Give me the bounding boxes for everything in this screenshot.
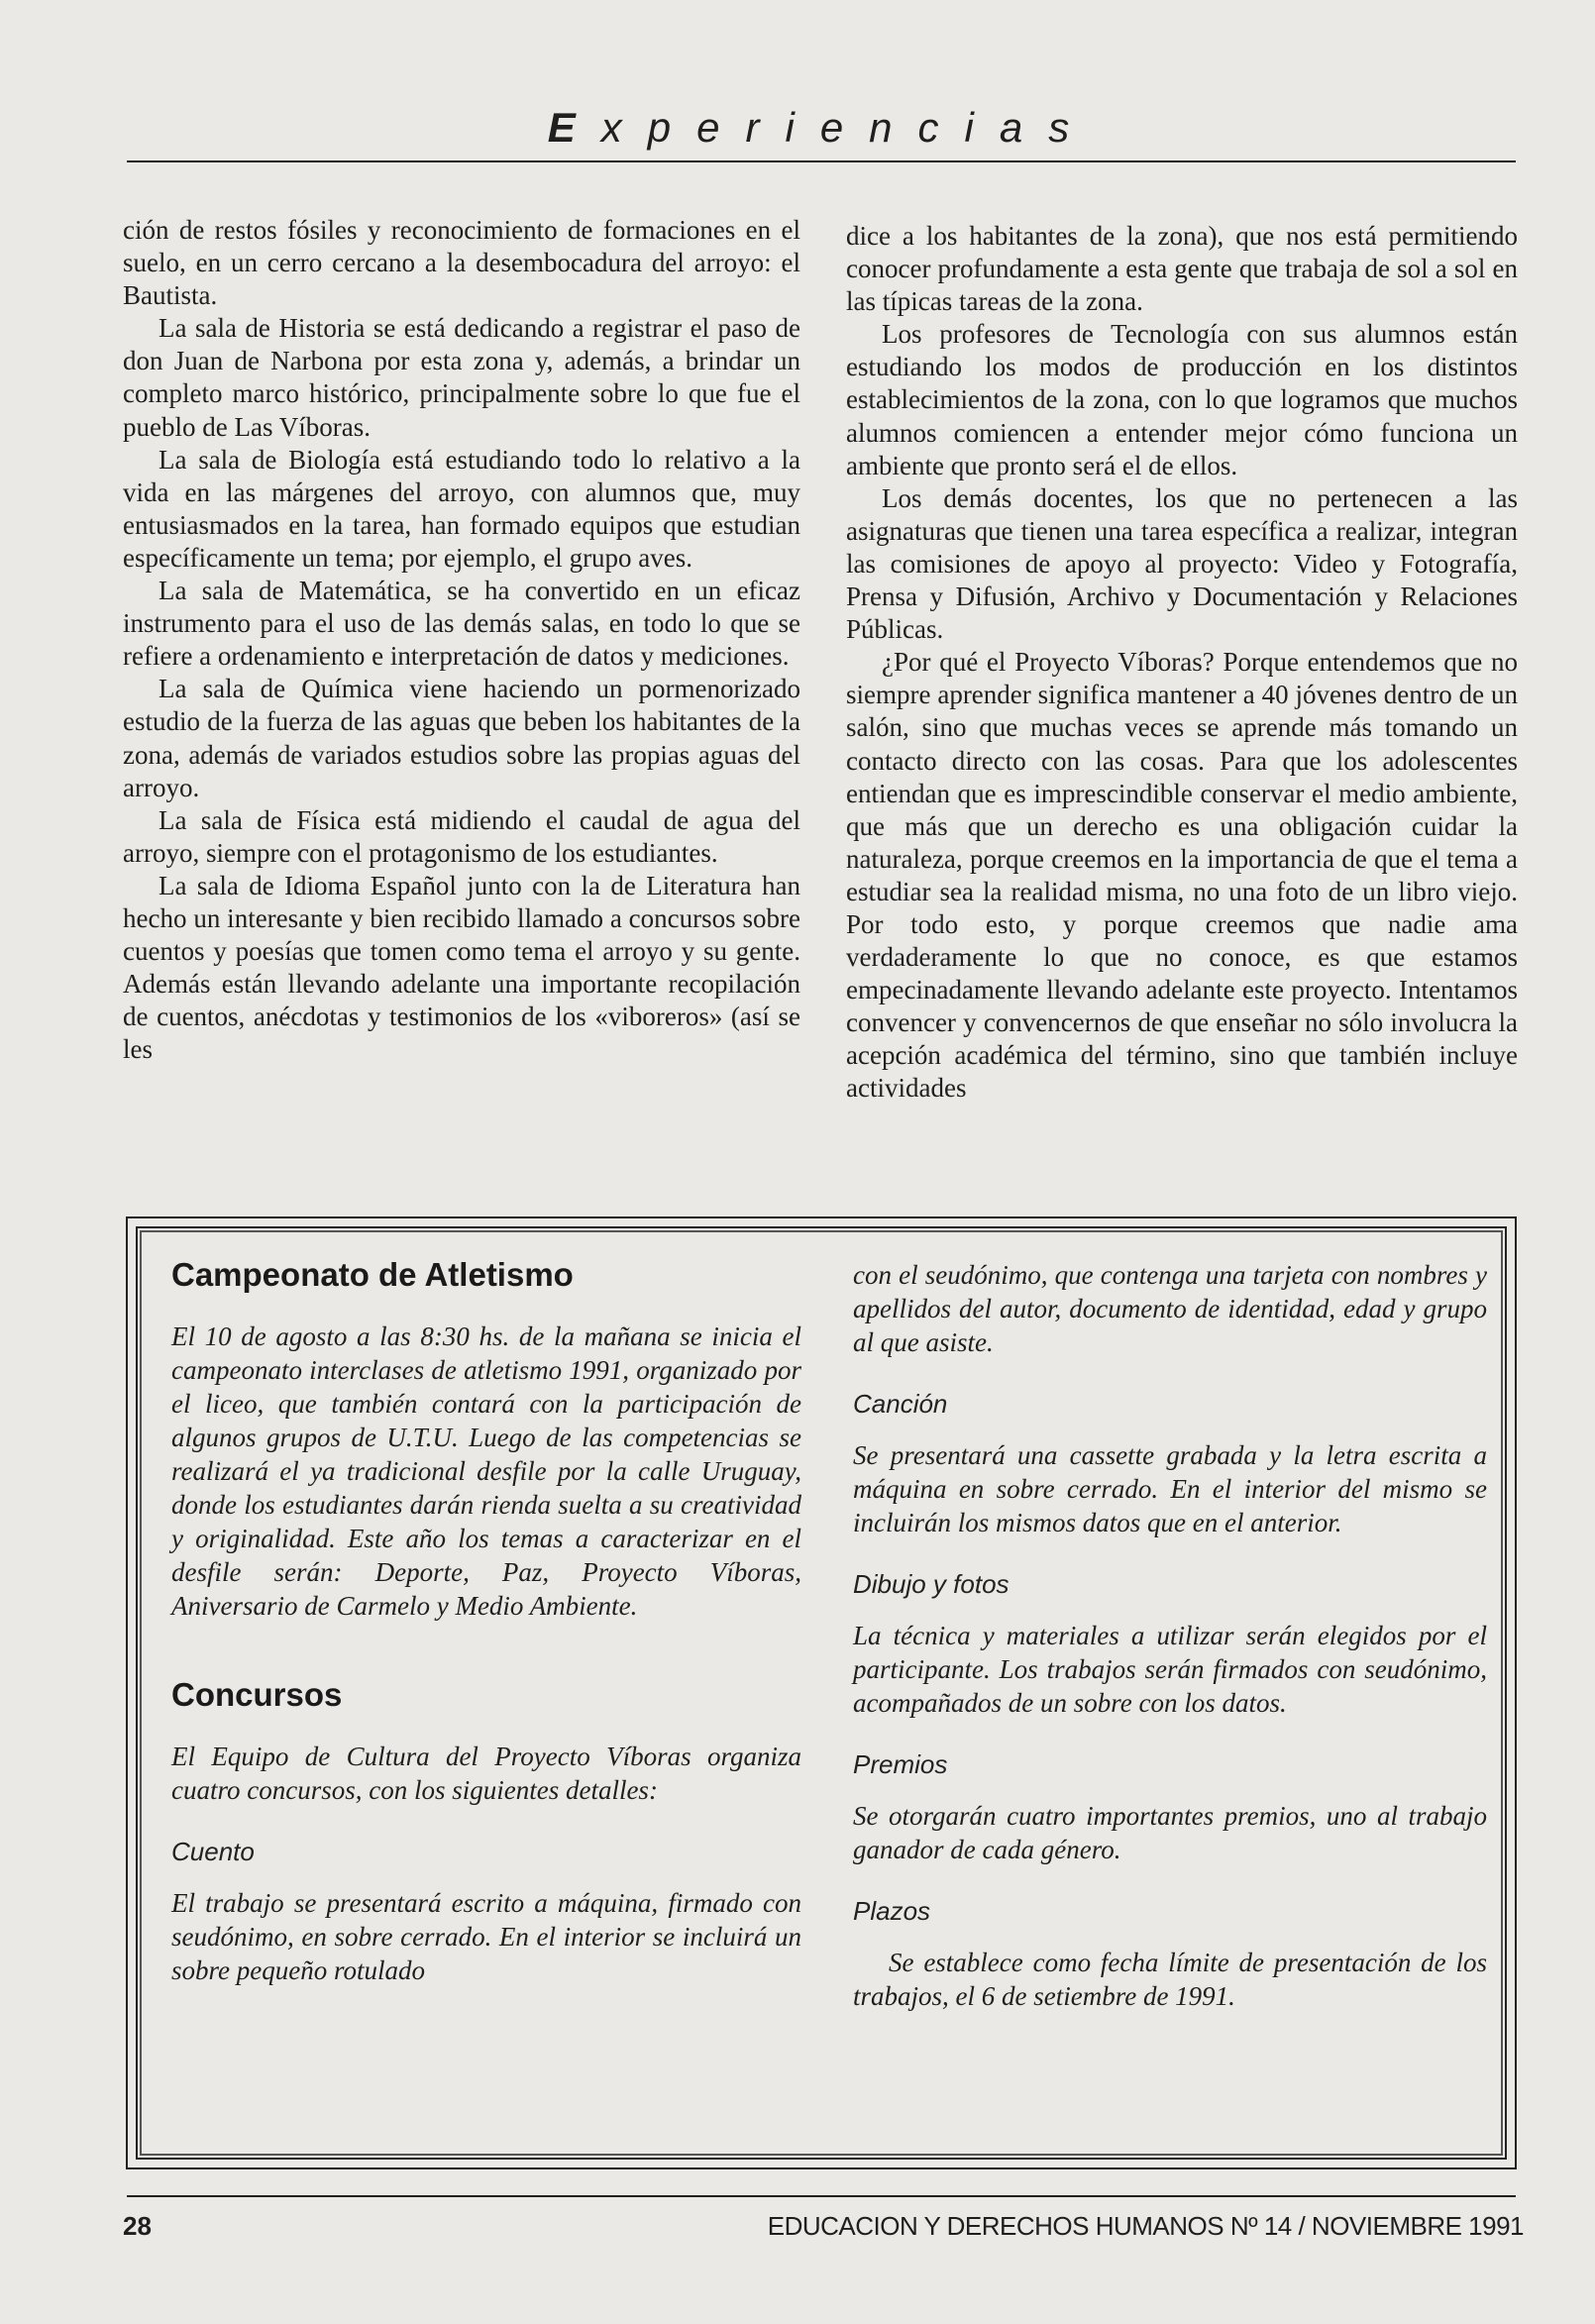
paragraph: ción de restos fósiles y reconocimiento de formaciones en el suelo, en un cerro cercano a la desembocadura del arroyo: el Bautista. bbox=[123, 215, 800, 311]
athletics-text: El 10 de agosto a las 8:30 hs. de la mañana se inicia el campeonato interclases de atletismo 1991, organizado por el liceo, que también contará con la participación de algunos grupos de U.T.U. Luego de las competencias se realizará el ya tradicional desfile por la calle Uruguay, donde los estudiantes darán rienda suelta a su creatividad y originalidad. Este año los temas a caracterizar en el desfile serán: Deporte, Paz, Proyecto Víboras, Aniversario de Carmelo y Medio Ambiente. bbox=[171, 1321, 801, 1621]
paragraph: La sala de Idioma Español junto con la de Literatura han hecho un interesante y bien recibido llamado a concursos sobre cuentos y poesías que tomen como tema el arroyo y su gente. Además están llevando adelante una importante recopilación de cuentos, anécdotas y testimonios de los «viboreros» (así se les bbox=[123, 870, 800, 1065]
song-text: Se presentará una cassette grabada y la letra escrita a máquina en sobre cerrado. En el interior del mismo se incluirán los mismos datos que en el anterior. bbox=[853, 1440, 1487, 1537]
section-title-rest: xperiencias bbox=[600, 104, 1096, 151]
prizes-text: Se otorgarán cuatro importantes premios, uno al trabajo ganador de cada género. bbox=[853, 1801, 1487, 1864]
drawing-subheading: Dibujo y fotos bbox=[853, 1569, 1010, 1599]
right-text-column bbox=[846, 220, 1518, 1106]
prizes-subheading: Premios bbox=[853, 1749, 948, 1779]
footer-rule bbox=[127, 2195, 1516, 2197]
paragraph: dice a los habitantes de la zona), que nos está permitiendo conocer profundamente a esta gente que trabaja de sol a sol en las típicas tareas de la zona. bbox=[846, 221, 1518, 317]
drawing-text: La técnica y materiales a utilizar serán elegidos por el participante. Los trabajos serán firmados con seudónimo, acompañados de un sobre con los datos. bbox=[853, 1621, 1487, 1718]
story-text-continued: con el seudónimo, que contenga una tarjeta con nombres y apellidos del autor, documento de identidad, edad y grupo al que asiste. bbox=[853, 1260, 1487, 1357]
paragraph: Los profesores de Tecnología con sus alumnos están estudiando los modos de producción en los distintos establecimientos de la zona, con lo que logramos que muchos alumnos comiencen a entender mejor cómo funciona un ambiente que pronto será el de ellos. bbox=[846, 319, 1518, 480]
paragraph: La sala de Matemática, se ha convertido en un eficaz instrumento para el uso de las demás salas, en todo lo que se refiere a ordenamiento e interpretación de datos y mediciones. bbox=[123, 576, 800, 672]
box-left-column bbox=[171, 1258, 801, 2015]
paragraph: La sala de Química viene haciendo un pormenorizado estudio de la fuerza de las aguas que beben los habitantes de la zona, además de variados estudios sobre las propias aguas del arroyo. bbox=[123, 674, 800, 802]
paragraph: Los demás docentes, los que no pertenecen a las asignaturas que tienen una tarea específica a realizar, integran las comisiones de apoyo al proyecto: Video y Fotografía, Prensa y Difusión, Archivo y Documentación y Relaciones Públicas. bbox=[846, 482, 1518, 645]
athletics-heading: Campeonato de Atletismo bbox=[171, 1256, 574, 1293]
story-subheading: Cuento bbox=[171, 1837, 255, 1866]
box-right-column bbox=[853, 1258, 1487, 2041]
deadlines-subheading: Plazos bbox=[853, 1896, 931, 1926]
deadlines-text: Se establece como fecha límite de presentación de los trabajos, el 6 de setiembre de 1991. bbox=[853, 1948, 1487, 2011]
left-text-column bbox=[123, 214, 800, 1066]
paragraph: La sala de Física está midiendo el caudal de agua del arroyo, siempre con el protagonismo de los estudiantes. bbox=[123, 804, 800, 868]
contests-heading: Concursos bbox=[171, 1676, 343, 1713]
publication-footer: EDUCACION Y DERECHOS HUMANOS Nº 14 / NOVIEMBRE 1991 bbox=[767, 2211, 1524, 2241]
paragraph: La sala de Biología está estudiando todo lo relativo a la vida en las márgenes del arroyo, con alumnos que, muy entusiasmados en la tarea, han formado equipos que estudian específicamente un tema; por ejemplo, el grupo aves. bbox=[123, 444, 800, 573]
header-rule bbox=[127, 160, 1516, 162]
paragraph: ¿Por qué el Proyecto Víboras? Porque entendemos que no siempre aprender significa mantener a 40 jóvenes dentro de un salón, sino que muchas veces se aprende más tomando un contacto directo con las cosas. Para que los adolescentes entiendan que es imprescindible conservar el medio ambiente, que más que un derecho es una obligación cuidar la naturaleza, porque creemos en la importancia de que el tema a estudiar sea la realidad misma, no una foto de un libro viejo. Por todo esto, y porque creemos que nadie ama verdaderamente lo que no conoce, es que estamos empecinadamente llevando adelante este proyecto. Intentamos convencer y convencernos de que enseñar no sólo involucra la acepción académica del término, sino que también incluye actividades bbox=[846, 647, 1518, 1104]
song-subheading: Canción bbox=[853, 1389, 948, 1419]
paragraph: La sala de Historia se está dedicando a registrar el paso de don Juan de Narbona por esta zona y, además, a brindar un completo marco histórico, principalmente sobre lo que fue el pueblo de Las Víboras. bbox=[123, 313, 800, 442]
section-title bbox=[127, 104, 1516, 152]
page-number: 28 bbox=[123, 2211, 152, 2241]
section-title-initial: E bbox=[547, 104, 601, 151]
announcement-box bbox=[126, 1216, 1517, 2169]
contests-intro: El Equipo de Cultura del Proyecto Víboras organiza cuatro concursos, con los siguientes detalles: bbox=[171, 1742, 801, 1805]
story-text: El trabajo se presentará escrito a máquina, firmado con seudónimo, en sobre cerrado. En el interior se incluirá un sobre pequeño rotulado bbox=[171, 1888, 801, 1985]
